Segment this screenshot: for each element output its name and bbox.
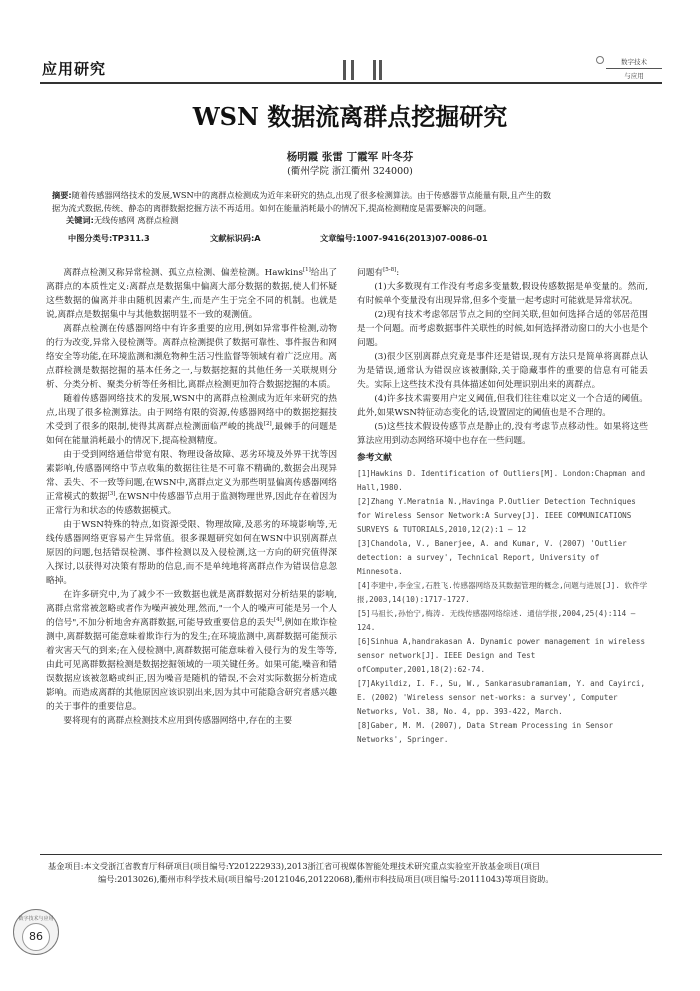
reference-item: [5]马祖长,孙怡宁,梅涛. 无线传感器网络综述. 通信学报,2004,25(4):114 — 124. xyxy=(357,609,636,632)
header-bars xyxy=(343,58,383,82)
paragraph: 随着传感器网络技术的发展,WSN中的离群点检测成为近年来研究的热点,出现了很多检测算法。由于网络有限的资源,传感器网络中的数据挖掘技术受到了很多的限制,使得其离群点检测面临严峻的挑战[2],最棘手的问题是如何在能量消耗最小的情况下,提高检测精度。 xyxy=(46,394,337,446)
abstract-label: 摘要: xyxy=(52,190,72,200)
body-left-column xyxy=(46,266,337,728)
journal-logo-icon xyxy=(596,56,604,64)
references-title: 参考文献 xyxy=(357,453,392,463)
funding-line-1: 基金项目:本文受浙江省教育厅科研项目(项目编号:Y201222933),2013浙江省可视媒体智能处理技术研究重点实验室开放基金项目(项目 xyxy=(48,861,541,871)
document-code: 文献标识码:A xyxy=(210,233,261,243)
page-number-badge xyxy=(13,909,59,955)
footer-rule xyxy=(40,854,662,855)
keywords-label: 关键词: xyxy=(66,215,94,225)
paragraph-text: 给出了离群点的本质性定义:离群点是数据集中偏离大部分数据的数据,使人们怀疑这些数据的偏离并非由随机因素产生,而是产生于完全不同的机制。也就是说,离群点是数据集中与其他数据明显不一致的观测值。 xyxy=(46,268,338,320)
abstract xyxy=(52,189,652,227)
journal-badge-bottom: 与应用 xyxy=(606,68,662,80)
header-rule xyxy=(40,82,662,84)
paragraph: 由于受到网络通信带宽有限、物理设备故障、恶劣环境及外界干扰等因素影响,传感器网络中节点收集的数据往往是不可靠不精确的,数据会出现异常、丢失、不一致等问题,在WSN中,离群点定义为那些明显偏离传感器网络正常模式的数据[3],在WSN中传感器节点用于监测物理世界,因此存在着因为正常行为和状态的传感数据模式。 xyxy=(46,450,337,516)
paragraph: (5)这些技术假设传感节点是静止的,没有考虑节点移动性。如果将这些算法应用到动态网络环境中也存在一些问题。 xyxy=(357,422,648,446)
paragraph: 离群点检测又称异常检测、孤立点检测、偏差检测。Hawkins[1]给出了离群点的本质性定义:离群点是数据集中偏离大部分数据的数据,使人们怀疑这些数据的偏离并非由随机因素产生,而是产生于完全不同的机制。也就是说,离群点是数据集中与其他数据明显不一致的观测值。 xyxy=(46,267,338,320)
paper-affiliation: (衢州学院 浙江衢州 324000) xyxy=(287,166,413,177)
section-label: 应用研究 xyxy=(42,60,107,78)
paragraph: 要将现有的离群点检测技术应用到传感器网络中,存在的主要 xyxy=(63,716,293,726)
reference-item: [6]Sinhua A,handrakasan A. Dynamic power management in wireless sensor network[J]. IEEE Design and Test ofComputer,2001,18(2):62-74. xyxy=(357,637,646,674)
paper-authors: 杨明霞 张雷 丁霞军 叶冬芬 xyxy=(286,151,414,163)
page-badge-text: 数字技术与应用 xyxy=(18,916,54,922)
paragraph: (1)大多数现有工作没有考虑多变量数,假设传感数据是单变量的。然而,有时候单个变量没有出现异常,但多个变量一起考虑时可能就是异常状况。 xyxy=(357,282,648,306)
article-number: 文章编号:1007-9416(2013)07-0086-01 xyxy=(320,233,488,243)
funding-note xyxy=(48,860,658,886)
reference-item: [3]Chandola, V., Banerjee, A. and Kumar, V. (2007) 'Outlier detection: a survey', Technical Report, University of Minnesota. xyxy=(357,539,627,576)
funding-line-2: 编号:2013026),衢州市科学技术局(项目编号:20121046,20122068),衢州市科技局项目(项目编号:20111043)等项目资助。 xyxy=(98,874,554,884)
paragraph: 在许多研究中,为了减少不一致数据也就是离群数据对分析结果的影响,离群点常常被忽略或者作为噪声被处理,然而,"一个人的噪声可能是另一个人的信号",不加分析地舍弃离群数据,可能导致重要信息的丢失[4],例如在欺诈检测中,离群数据可能意味着欺诈行为的发生;在环境监测中,离群数据可能预示着灾害天气的到来;在入侵检测中,离群数据可能意味着入侵行为的发生等等,由此可见离群数据检测是数据挖掘领域的一项关键任务。如果可能,噪音和错误数据应该被忽略或纠正,因为噪音是随机的错误,不会对实际数据分析造成影响。而造成离群的其他原因应该识别出来,因为其中可能隐含研究者感兴趣的关于事件的重要信息。 xyxy=(46,590,337,712)
reference-item: [4]李建中,李金宝,石胜飞.传感器网络及其数据管理的概念,问题与进展[J]. 软件学报,2003,14(10):1717-1727. xyxy=(357,581,648,604)
paper-title: WSN 数据流离群点挖掘研究 xyxy=(192,102,508,131)
clc-number: 中图分类号:TP311.3 xyxy=(68,233,150,243)
paragraph: (2)现有技术考虑邻居节点之间的空间关联,但如何选择合适的邻居范围是一个问题。而考虑数据事件关联性的时候,如何选择滑动窗口的大小也是个问题。 xyxy=(357,310,648,348)
body-right-column xyxy=(357,266,648,747)
reference-item: [2]Zhang Y.Meratnia N.,Havinga P.Outlier Detection Techniques for Wireless Sensor Network:A Survey[J]. IEEE COMMUNICATIONS SURVEYS & TUTORIALS,2010,12(2):1 — 12 xyxy=(357,497,636,534)
abstract-line-1: 随着传感器网络技术的发展,WSN中的离群点检测成为近年来研究的热点,出现了很多检测算法。由于传感器节点能量有限,且产生的数 xyxy=(71,190,551,200)
journal-badge xyxy=(606,54,662,84)
abstract-line-2: 据为流式数据,传统、静态的离群数据挖掘方法不再适用。如何在能量消耗最小的情况下,提高检测精度是需要解决的问题。 xyxy=(52,202,492,213)
journal-badge-top: 数字技术 xyxy=(621,58,647,66)
paragraph: (4)许多技术需要用户定义阈值,但我们往往难以定义一个合适的阈值。此外,如果WSN特征动态变化的话,设置固定的阈值也是不合理的。 xyxy=(357,394,648,418)
paragraph: 由于WSN特殊的特点,如资源受限、物理故障,及恶劣的环境影响等,无线传感器网络更容易产生异常值。很多课题研究如何在WSN中识别离群点原因的问题,包括错误检测、事件检测以及入侵检测,这一方向的研究值得深入探讨,以获得对决策有帮助的信息,而不是单纯地将离群点作为错误信息忽略掉。 xyxy=(46,520,337,586)
reference-item: [8]Gaber, M. M. (2007), Data Stream Processing in Sensor Networks', Springer. xyxy=(357,721,614,744)
page-header xyxy=(40,58,662,84)
paragraph: 问题有[5-8]: xyxy=(357,267,400,278)
reference-item: [7]Akyildiz, I. F., Su, W., Sankarasubramaniam, Y. and Cayirci, E. (2002) 'Wireless sensor net-works: a survey', Computer Networks, Vol. 38, No. 4, pp. 393-422, March. xyxy=(357,679,646,716)
paragraph: (3)很少区别离群点究竟是事件还是错误,现有方法只是简单将离群点认为是错误,通常认为错误应该被删除,关于隐藏事件的重要的信息有可能丢失。实际上这些技术没有具体描述如何处理识别出来的离群点。 xyxy=(357,352,648,390)
reference-item: [1]Hawkins D. Identification of Outliers[M]. London:Chapman and Hall,1980. xyxy=(357,469,646,492)
keywords: 无线传感网 离群点检测 xyxy=(93,215,179,225)
paragraph: 离群点检测在传感器网络中有许多重要的应用,例如异常事件检测,动物的行为改变,异常入侵检测等。离群点检测提供了数据可靠性、事件报告和网络安全等功能,在环境监测和濒危物种生活习性监督等领域有着广泛应用。离点群检测是数据挖掘的基本任务之一,与数据挖掘的其他任务一关联规则分析、分类分析、聚类分析等任务相比,离群点检测更加符合数据挖掘的本质。 xyxy=(46,324,337,390)
page-number: 86 xyxy=(22,923,50,951)
